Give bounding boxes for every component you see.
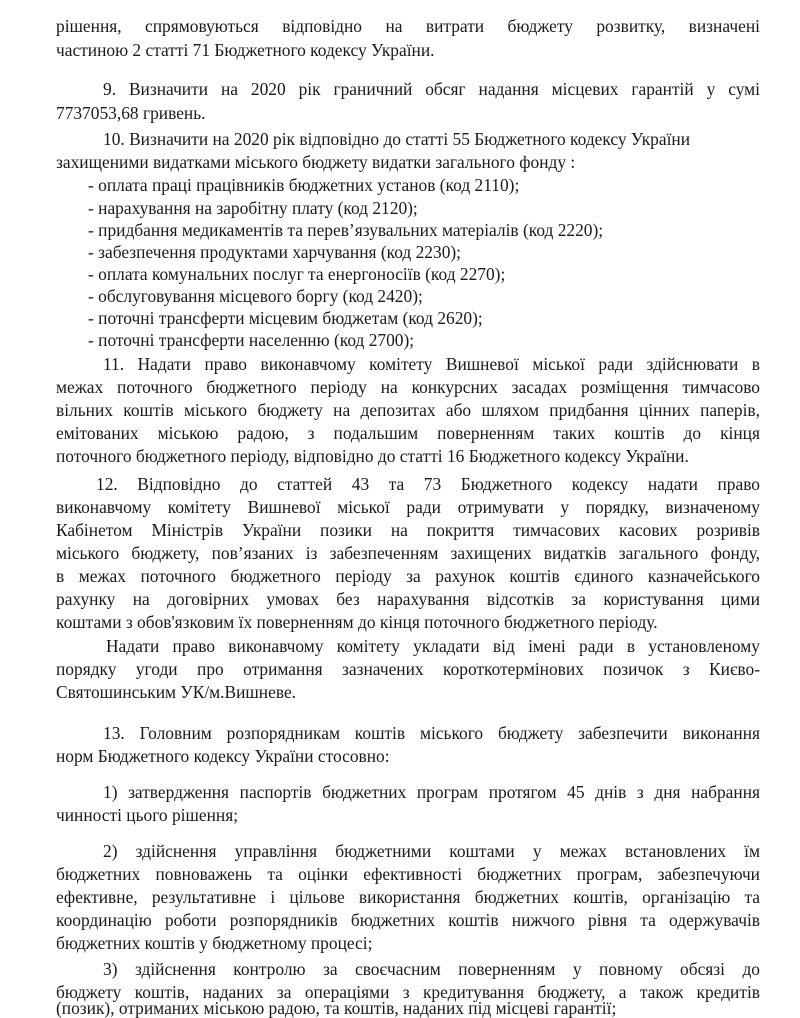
text-line: 11. Надати право виконавчому комітету Вишневої міської ради здійснювати в bbox=[103, 354, 760, 374]
text-line: межах поточного бюджетного періоду на конкурсних засадах розміщення тимчасово bbox=[56, 377, 760, 397]
list-item: - оплата праці працівників бюджетних установ (код 2110); bbox=[88, 175, 520, 195]
list-item: - поточні трансферти місцевим бюджетам (код 2620); bbox=[88, 308, 483, 328]
text-line: бюджетних коштів у бюджетному процесі; bbox=[56, 933, 373, 953]
text-line: емітованих міською радою, з подальшим поверненням таких коштів до кінця bbox=[56, 423, 760, 443]
list-item: - оплата комунальних послуг та енергоносіїв (код 2270); bbox=[88, 264, 506, 284]
list-item: - обслуговування місцевого боргу (код 2420); bbox=[88, 286, 423, 306]
list-item: - забезпечення продуктами харчування (код 2230); bbox=[88, 242, 462, 262]
text-line: 13. Головним розпорядникам коштів міського бюджету забезпечити виконання bbox=[103, 723, 760, 743]
text-line: 1) затвердження паспортів бюджетних програм протягом 45 днів з дня набрання bbox=[103, 782, 760, 802]
text-line: 2) здійснення управління бюджетними коштами у межах встановлених їм bbox=[103, 841, 760, 861]
text-line: норм Бюджетного кодексу України стосовно: bbox=[56, 746, 390, 766]
text-line: координацію роботи розпорядників бюджетних коштів нижчого рівня та одержувачів bbox=[56, 910, 760, 930]
text-line: порядку угоди про отримання зазначених короткотермінових позичок з Києво- bbox=[56, 659, 760, 679]
list-item: - поточні трансферти населенню (код 2700); bbox=[88, 330, 415, 350]
text-line: (позик), отриманих міською радою, та коштів, наданих під місцеві гарантії; bbox=[56, 998, 617, 1018]
text-line: чинності цього рішення; bbox=[56, 805, 239, 825]
text-line: Кабінетом Міністрів України позики на покриття тимчасових касових розривів bbox=[56, 520, 760, 540]
text-line: 10. Визначити на 2020 рік відповідно до статті 55 Бюджетного кодексу України bbox=[103, 129, 691, 149]
text-line: виконавчому комітету Вишневої міської ради отримувати у порядку, визначеному bbox=[56, 497, 760, 517]
list-item: - придбання медикаментів та перев’язувальних матеріалів (код 2220); bbox=[88, 220, 604, 240]
list-item: - нарахування на заробітну плату (код 2120); bbox=[88, 198, 418, 218]
text-line: рахунку на договірних умовах без нарахування відсотків за користування цими bbox=[56, 589, 760, 609]
text-line: захищеними видатками міського бюджету видатки загального фонду : bbox=[56, 152, 576, 172]
text-line: частиною 2 статті 71 Бюджетного кодексу України. bbox=[56, 40, 435, 60]
text-line: коштами з обов'язковим їх поверненням до кінця поточного бюджетного періоду. bbox=[56, 612, 658, 632]
text-line: в межах поточного бюджетного періоду за рахунок коштів єдиного казначейського bbox=[56, 566, 760, 586]
text-line: 7737053,68 гривень. bbox=[56, 103, 206, 123]
text-line: поточного бюджетного періоду, відповідно до статті 16 Бюджетного кодексу України. bbox=[56, 446, 689, 466]
text-line: ефективне, результативне і цільове використання бюджетних коштів, організацію та bbox=[56, 887, 760, 907]
text-line: 3) здійснення контролю за своєчасним поверненням у повному обсязі до bbox=[103, 959, 760, 979]
text-line: бюджетних повноважень та оцінки ефективності бюджетних програм, забезпечуючи bbox=[56, 864, 760, 884]
text-line: 12. Відповідно до статтей 43 та 73 Бюджетного кодексу надати право bbox=[96, 474, 760, 494]
text-line: вільних коштів міського бюджету на депозитах або шляхом придбання цінних паперів, bbox=[56, 400, 760, 420]
text-line: бюджету коштів, наданих за операціями з кредитування бюджету, а також кредитів bbox=[56, 982, 760, 1002]
text-line: 9. Визначити на 2020 рік граничний обсяг надання місцевих гарантій у сумі bbox=[103, 79, 760, 99]
text-line: рішення, спрямовуються відповідно на витрати бюджету розвитку, визначені bbox=[56, 16, 760, 36]
text-line: міського бюджету, пов’язаних із забезпеченням захищених видатків загального фонду, bbox=[56, 543, 760, 563]
text-line: Надати право виконавчому комітету укладати від імені ради в установленому bbox=[106, 636, 760, 656]
text-line: Святошинським УК/м.Вишневе. bbox=[56, 682, 297, 702]
